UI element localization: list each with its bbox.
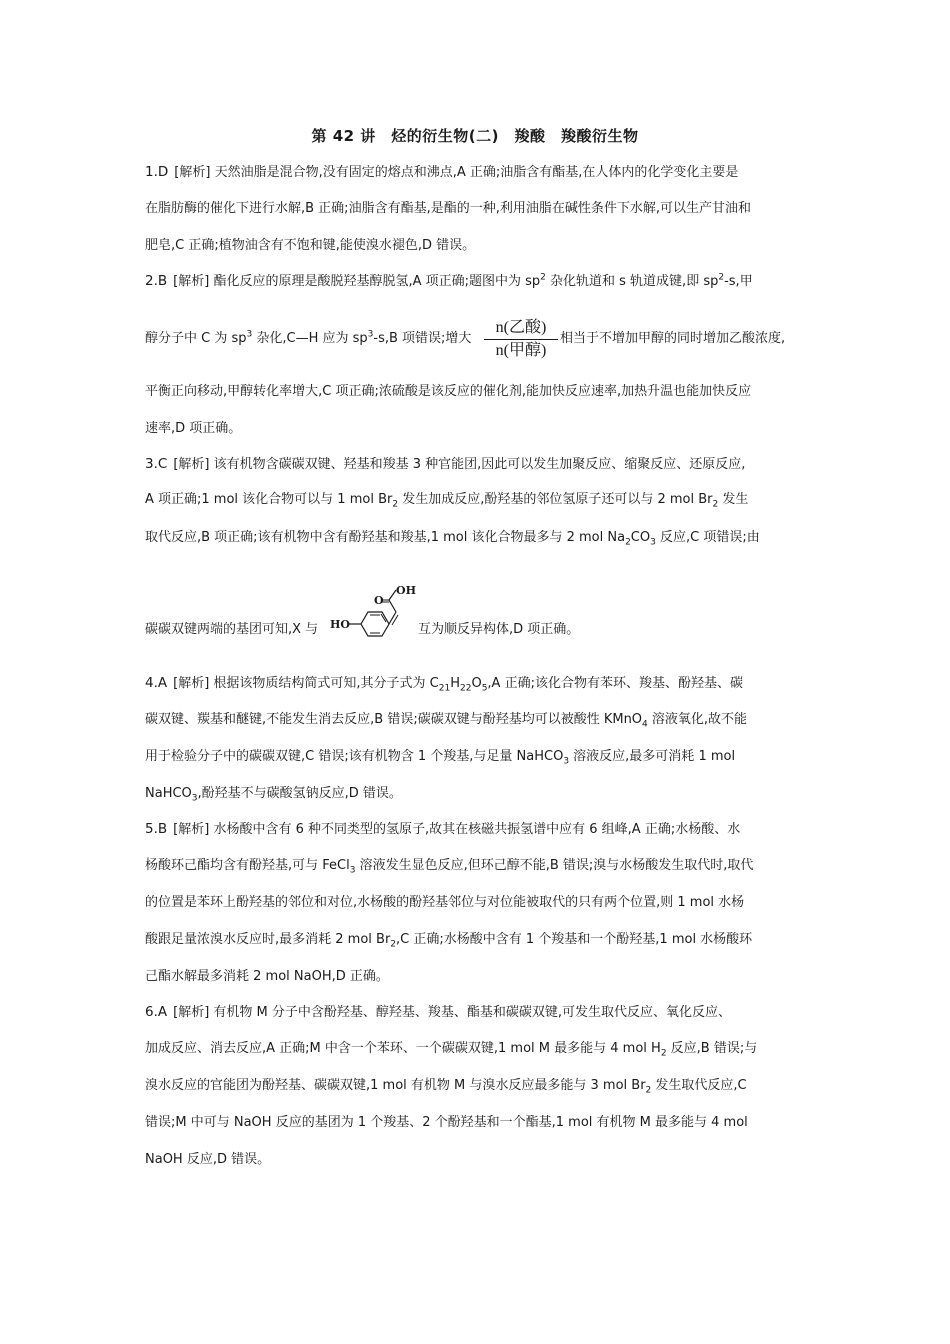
struct-ho-label: HO xyxy=(330,618,350,631)
q4-line-2: 碳双键、羰基和醚键,不能发生消去反应,B 错误;碳碳双键与酚羟基均可以被酸性 KMnO$_4$ 溶液氧化,故不能 xyxy=(145,712,748,730)
fraction-denominator: n(甲醇) xyxy=(495,342,547,359)
q6-line-5: NaOH 反应,D 错误。 xyxy=(145,1152,271,1167)
coumaric-acid-structure xyxy=(330,584,418,638)
fraction-bar xyxy=(484,339,558,340)
q1-analysis-tag: [解析] xyxy=(174,165,211,180)
q5-line-5: 己酯水解最多消耗 2 mol NaOH,D 正确。 xyxy=(145,969,389,984)
q2-line-1: 2.B [解析] 酯化反应的原理是酸脱羟基醇脱氢,A 项正确;题图中为 $sp^2$ 杂化轨道和 s 轨道成键,即 $sp^2-s$,甲 xyxy=(145,272,753,289)
double-bond xyxy=(389,612,396,624)
struct-o-label: O xyxy=(374,594,384,607)
q1-line-1: 1.D [解析] 天然油脂是混合物,没有固定的熔点和沸点,A 正确;油脂含有酯基,在人体内的化学变化主要是 xyxy=(145,164,739,180)
q3-line-4a: 碳碳双键两端的基团可知,X 与 xyxy=(145,622,319,637)
q3-line-4b: 互为顺反异构体,D 项正确。 xyxy=(418,622,580,637)
q6-analysis-tag: [解析] xyxy=(173,1005,210,1020)
q5-number: 5.B xyxy=(145,821,168,837)
q1-line-2: 在脂肪酶的催化下进行水解,B 正确;油脂含有酯基,是酯的一种,利用油脂在碱性条件下水解,可以生产甘油和 xyxy=(145,201,751,216)
q2-number: 2.B xyxy=(145,273,168,289)
benzene-ring xyxy=(361,612,389,636)
q4-line-1: 4.A [解析] 根据该物质结构简式可知,其分子式为 $C_{21}H_{22}O_5,A$ 正确;该化合物有苯环、羧基、酚羟基、碳 xyxy=(145,675,743,694)
q6-line-3: 溴水反应的官能团为酚羟基、碳碳双键,1 mol 有机物 M 与溴水反应最多能与 3 mol $Br_2$ 发生取代反应,C xyxy=(145,1078,747,1096)
q1-number: 1.D xyxy=(145,164,169,180)
q1-line-3: 肥皂,C 正确;植物油含有不饱和键,能使溴水褪色,D 错误。 xyxy=(145,238,476,253)
ratio-fraction xyxy=(484,318,558,361)
q5-line-2: 杨酸环己酯均含有酚羟基,可与 FeCl$_3$ 溶液发生显色反应,但环己醇不能,B 错误;溴与水杨酸发生取代时,取代 xyxy=(145,858,754,876)
q4-analysis-tag: [解析] xyxy=(173,676,210,691)
q3-analysis-tag: [解析] xyxy=(173,457,210,472)
q3-line-3: 取代反应,B 项正确;该有机物中含有酚羟基和羧基,1 mol 该化合物最多与 2 mol $Na_2CO_3$ 反应,C 项错误;由 xyxy=(145,530,760,548)
q5-line-3: 的位置是苯环上酚羟基的邻位和对位,水杨酸的酚羟基邻位与对位能被取代的只有两个位置,则 1 mol 水杨 xyxy=(145,895,745,910)
q3-line-1: 3.C [解析] 该有机物含碳碳双键、羟基和羧基 3 种官能团,因此可以发生加聚反应、缩聚反应、还原反应, xyxy=(145,456,746,472)
q6-line-1: 6.A [解析] 有机物 M 分子中含酚羟基、醇羟基、羧基、酯基和碳碳双键,可发生取代反应、氧化反应、 xyxy=(145,1004,732,1020)
page-title: 第 42 讲 烃的衍生物(二) 羧酸 羧酸衍生物 xyxy=(311,127,639,145)
q2-analysis-tag: [解析] xyxy=(173,274,210,289)
q2-line-2b: 相当于不增加甲醇的同时增加乙酸浓度, xyxy=(560,331,786,346)
q6-line-2: 加成反应、消去反应,A 正确;M 中含一个苯环、一个碳碳双键,1 mol M 最多能与 4 mol $H_2$ 反应,B 错误;与 xyxy=(145,1041,758,1059)
struct-oh-label: OH xyxy=(396,584,416,597)
fraction-numerator: n(乙酸) xyxy=(495,319,547,336)
q2-line-2a: 醇分子中 C 为 $sp^3$ 杂化,C—H 应为 $sp^3-s,B$ 项错误;增大 xyxy=(145,329,472,346)
q5-analysis-tag: [解析] xyxy=(173,822,210,837)
q4-line-3: 用于检验分子中的碳碳双键,C 错误;该有机物含 1 个羧基,与足量 NaHCO$_3$ 溶液反应,最多可消耗 1 mol xyxy=(145,749,736,767)
q3-line-2: A 项正确;1 mol 该化合物可以与 1 mol $Br_2$ 发生加成反应,酚羟基的邻位氢原子还可以与 2 mol $Br_2$ 发生 xyxy=(145,492,749,510)
q3-number: 3.C xyxy=(145,456,168,472)
q5-line-1: 5.B [解析] 水杨酸中含有 6 种不同类型的氢原子,故其在核磁共振氢谱中应有 6 组峰,A 正确;水杨酸、水 xyxy=(145,821,741,837)
q6-number: 6.A xyxy=(145,1004,168,1020)
q5-line-4: 酸跟足量浓溴水反应时,最多消耗 2 mol $Br_2,C$ 正确;水杨酸中含有 1 个羧基和一个酚羟基,1 mol 水杨酸环 xyxy=(145,932,753,950)
q6-line-4: 错误;M 中可与 NaOH 反应的基团为 1 个羧基、2 个酚羟基和一个酯基,1 mol 有机物 M 最多能与 4 mol xyxy=(145,1115,748,1130)
q2-line-4: 速率,D 项正确。 xyxy=(145,421,242,436)
q4-line-4: NaHCO$_3$,酚羟基不与碳酸氢钠反应,D 错误。 xyxy=(145,786,402,804)
q2-line-3: 平衡正向移动,甲醇转化率增大,C 项正确;浓硫酸是该反应的催化剂,能加快反应速率,加热升温也能加快反应 xyxy=(145,384,752,399)
q4-number: 4.A xyxy=(145,675,168,691)
